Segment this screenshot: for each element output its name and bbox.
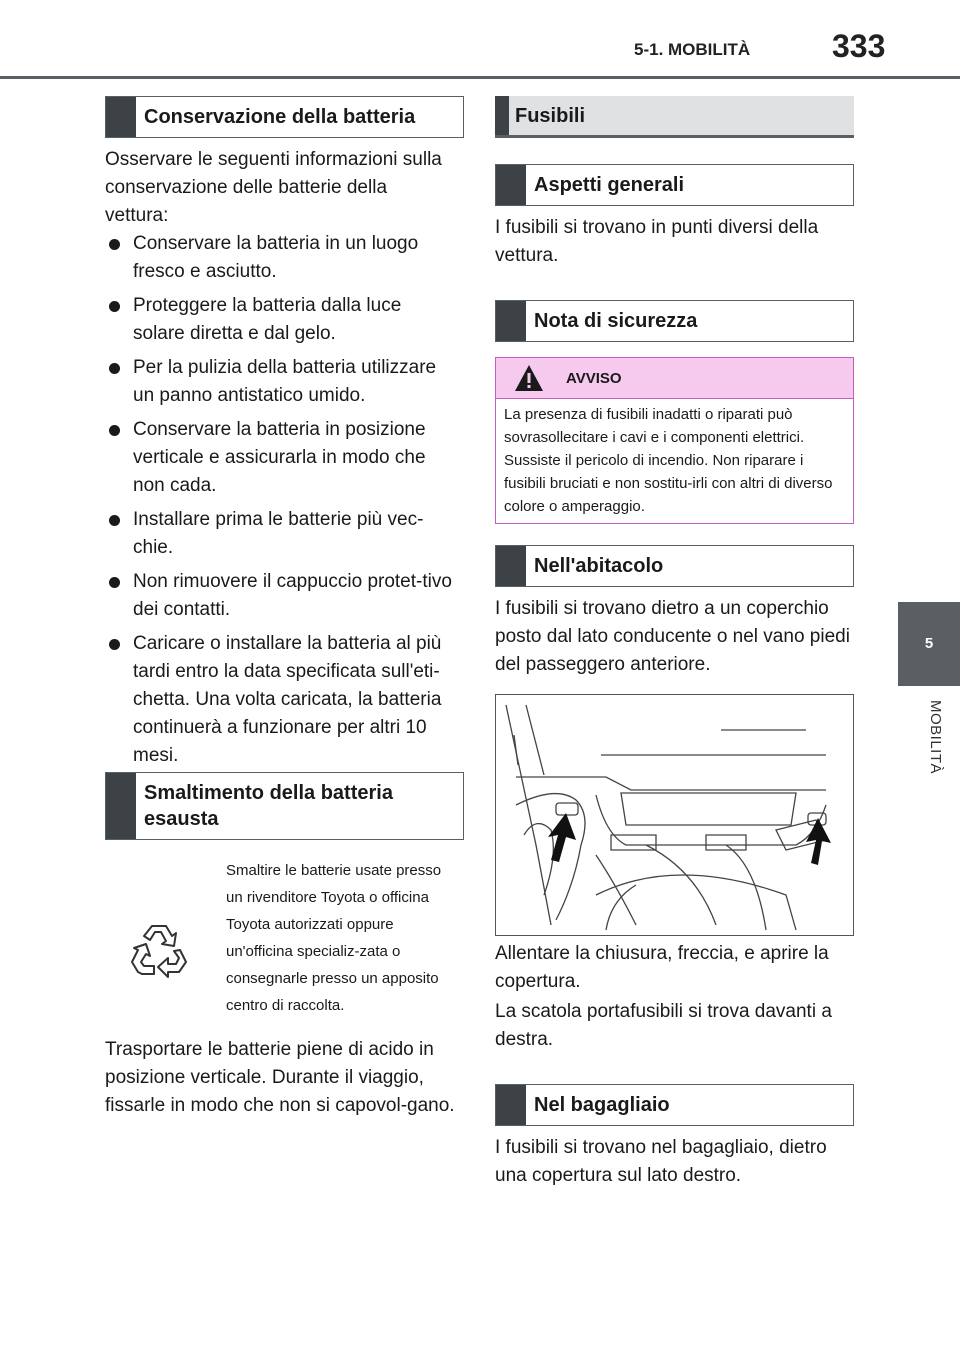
list-item: Proteggere la batteria dalla luce solare diretta e dal gelo. <box>107 292 457 348</box>
trunk-text: I fusibili si trovano nel bagagliaio, dietro una copertura sul lato destro. <box>495 1137 827 1186</box>
heading-cabin: Nell'abitacolo <box>495 545 854 587</box>
warning-label: AVVISO <box>566 369 622 387</box>
warning-box <box>495 357 854 524</box>
page-number: 333 <box>832 28 886 64</box>
chapter-tab[interactable]: 5 <box>898 602 960 686</box>
heading-general: Aspetti generali <box>495 164 854 206</box>
cabin-after-2: La scatola portafusibili si trova davanti a destra. <box>495 1001 832 1050</box>
header-rule <box>0 76 960 79</box>
general-text: I fusibili si trovano in punti diversi della vettura. <box>495 217 819 266</box>
warning-text: La presenza di fusibili inadatti o riparati può sovrasollecitare i cavi e i componenti elettrici. Sussiste il pericolo di incendio. Non riparare i fusibili bruciati e non sostitu-irli con altri di diverso colore o amperaggio. <box>504 406 833 515</box>
heading-fuses: Fusibili <box>495 96 854 138</box>
list-item: Non rimuovere il cappuccio protet-tivo dei contatti. <box>107 568 457 624</box>
transport-text: Trasportare le batterie piene di acido in posizione verticale. Durante il viaggio, fissarle in modo che non si capovol-gano. <box>105 1039 455 1116</box>
list-item: Conservare la batteria in un luogo fresco e asciutto. <box>107 230 457 286</box>
heading-safety: Nota di sicurezza <box>495 300 854 342</box>
list-item: Caricare o installare la batteria al più tardi entro la data specificata sull'eti-chetta. Una volta caricata, la batteria continuerà a funzionare per altri 10 mesi. <box>107 630 457 770</box>
section-label: 5-1. MOBILITÀ <box>634 40 751 59</box>
heading-disposal: Smaltimento della batteria esausta <box>105 772 464 840</box>
cabin-fuse-illustration <box>495 694 854 936</box>
list-item: Installare prima le batterie più vec-chie. <box>107 506 457 562</box>
list-item: Conservare la batteria in posizione verticale e assicurarla in modo che non cada. <box>107 416 457 500</box>
chapter-label: MOBILITÀ <box>927 700 944 775</box>
list-item: Per la pulizia della batteria utilizzare un panno antistatico umido. <box>107 354 457 410</box>
heading-trunk: Nel bagagliaio <box>495 1084 854 1126</box>
cabin-text: I fusibili si trovano dietro a un coperchio posto dal lato conducente o nel vano piedi del passeggero anteriore. <box>495 598 850 675</box>
recycle-note: Smaltire le batterie usate presso un rivenditore Toyota o officina Toyota autorizzati oppure un'officina specializ-zata o consegnarle presso un apposito centro di raccolta. <box>226 862 442 1014</box>
recycle-icon <box>128 920 190 978</box>
heading-storage: Conservazione della batteria <box>105 96 464 138</box>
storage-intro: Osservare le seguenti informazioni sulla conservazione delle batterie della vettura: <box>105 149 442 226</box>
cabin-after-1: Allentare la chiusura, freccia, e aprire la copertura. <box>495 943 829 992</box>
warning-icon <box>514 364 544 392</box>
storage-list <box>107 230 457 776</box>
